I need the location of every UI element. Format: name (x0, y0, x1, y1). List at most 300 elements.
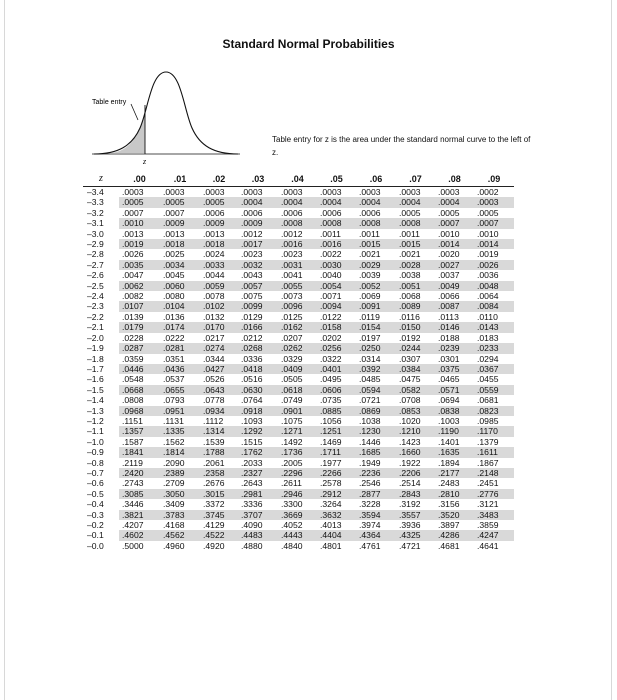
table-row (83, 249, 514, 259)
z-value-cell: –1.2 (87, 415, 104, 426)
probability-cell: .0082 (122, 291, 144, 302)
right-border-line (611, 0, 612, 700)
probability-cell: .0013 (163, 228, 185, 239)
probability-cell: .2266 (317, 468, 356, 478)
probability-cell: .0170 (200, 322, 238, 332)
z-value-cell: –0.0 (87, 540, 104, 551)
table-row (83, 208, 514, 218)
table-row (83, 281, 514, 291)
probability-cell: .0122 (320, 311, 342, 322)
probability-cell: .0038 (399, 270, 421, 281)
z-value-cell: –3.4 (87, 187, 104, 197)
probability-cell: .3085 (119, 489, 160, 499)
table-row (83, 364, 514, 374)
probability-cell: .1131 (163, 415, 184, 426)
probability-cell: .0192 (399, 332, 421, 343)
probability-cell: .0039 (359, 270, 381, 281)
probability-cell: .4483 (238, 530, 278, 540)
probability-cell: .0110 (477, 311, 498, 322)
probability-cell: .0030 (317, 260, 356, 270)
probability-cell: .1271 (278, 426, 317, 436)
probability-cell: .0207 (281, 332, 303, 343)
probability-cell: .2206 (396, 468, 435, 478)
probability-cell: .1251 (317, 426, 356, 436)
probability-cell: .0008 (396, 218, 435, 228)
probability-cell: .0004 (317, 197, 356, 207)
probability-cell: .1762 (238, 447, 278, 457)
probability-cell: .0436 (160, 364, 200, 374)
probability-cell: .0021 (399, 249, 421, 260)
probability-cell: .0179 (119, 322, 160, 332)
probability-cell: .0329 (281, 353, 303, 364)
probability-cell: .0262 (278, 343, 317, 353)
z-value-cell: –2.2 (87, 311, 104, 322)
column-header: .07 (396, 171, 435, 187)
probability-cell: .0016 (278, 239, 317, 249)
probability-cell: .0004 (396, 197, 435, 207)
probability-cell: .4641 (477, 540, 499, 551)
table-row (83, 489, 514, 499)
probability-cell: .1292 (238, 426, 278, 436)
probability-cell: .0051 (396, 281, 435, 291)
table-entry-pointer (131, 104, 138, 120)
probability-cell: .1562 (163, 436, 185, 447)
probability-cell: .0036 (477, 270, 499, 281)
probability-cell: .0003 (438, 187, 460, 197)
probability-cell: .0018 (160, 239, 200, 249)
probability-cell: .0197 (359, 332, 381, 343)
probability-cell: .0089 (396, 301, 435, 311)
probability-cell: .1230 (356, 426, 396, 436)
probability-cell: .0087 (435, 301, 474, 311)
probability-cell: .0125 (281, 311, 303, 322)
probability-cell: .0119 (359, 311, 380, 322)
probability-cell: .1151 (122, 415, 143, 426)
probability-cell: .0351 (163, 353, 185, 364)
probability-cell: .0516 (241, 374, 263, 385)
probability-cell: .0023 (281, 249, 303, 260)
probability-cell: .3520 (435, 510, 474, 520)
probability-cell: .0183 (477, 332, 499, 343)
probability-cell: .0869 (356, 406, 396, 416)
probability-cell: .0004 (238, 197, 278, 207)
probability-cell: .0012 (241, 228, 263, 239)
probability-cell: .4052 (281, 520, 303, 530)
probability-cell: .4013 (320, 520, 342, 530)
probability-cell: .0526 (203, 374, 225, 385)
probability-cell: .0212 (241, 332, 263, 343)
probability-cell: .3821 (119, 510, 160, 520)
probability-cell: .2643 (241, 478, 263, 489)
probability-cell: .0064 (477, 291, 499, 302)
z-value-cell: –3.1 (83, 218, 119, 228)
table-row (83, 301, 514, 311)
probability-cell: .4801 (320, 540, 342, 551)
probability-cell: .2061 (203, 457, 225, 468)
z-value-cell: –0.4 (87, 499, 104, 510)
probability-cell: .3336 (241, 499, 263, 510)
probability-cell: .3632 (317, 510, 356, 520)
probability-cell: .0344 (203, 353, 225, 364)
probability-cell: .0010 (477, 228, 499, 239)
probability-cell: .1401 (438, 436, 460, 447)
probability-cell: .1379 (477, 436, 499, 447)
probability-cell: .0359 (122, 353, 144, 364)
probability-cell: .0838 (435, 406, 474, 416)
probability-cell: .0015 (396, 239, 435, 249)
probability-cell: .0004 (278, 197, 317, 207)
probability-cell: .2177 (435, 468, 474, 478)
probability-cell: .0495 (320, 374, 342, 385)
table-header-row (83, 171, 514, 187)
probability-cell: .0336 (241, 353, 263, 364)
z-value-cell: –0.6 (87, 478, 104, 489)
probability-cell: .0037 (438, 270, 460, 281)
probability-cell: .2005 (281, 457, 303, 468)
probability-cell: .3783 (160, 510, 200, 520)
normal-curve (94, 72, 238, 154)
table-body (83, 187, 514, 552)
probability-cell: .1020 (399, 415, 421, 426)
z-value-cell: –2.7 (83, 260, 119, 270)
probability-cell: .0032 (238, 260, 278, 270)
probability-cell: .0571 (435, 385, 474, 395)
probability-cell: .0023 (241, 249, 263, 260)
probability-cell: .0129 (241, 311, 263, 322)
probability-cell: .0250 (356, 343, 396, 353)
probability-cell: .0367 (474, 364, 514, 374)
table-row (83, 218, 514, 228)
probability-cell: .1841 (119, 447, 160, 457)
probability-cell: .2033 (241, 457, 263, 468)
probability-cell: .2546 (359, 478, 381, 489)
z-value-cell: –3.0 (87, 228, 104, 239)
z-value-cell: –0.8 (87, 457, 104, 468)
probability-cell: .0006 (203, 207, 225, 218)
z-value-cell: –1.0 (87, 436, 104, 447)
probability-cell: .0322 (320, 353, 342, 364)
probability-cell: .2296 (278, 468, 317, 478)
z-value-cell: –0.9 (83, 447, 119, 457)
probability-cell: .3015 (200, 489, 238, 499)
probability-cell: .0009 (160, 218, 200, 228)
probability-cell: .0071 (320, 291, 342, 302)
probability-cell: .0548 (122, 374, 144, 385)
probability-cell: .0150 (396, 322, 435, 332)
probability-cell: .0029 (356, 260, 396, 270)
probability-cell: .0004 (356, 197, 396, 207)
probability-cell: .4522 (200, 530, 238, 540)
z-value-cell: –1.4 (87, 395, 104, 406)
probability-cell: .1038 (359, 415, 381, 426)
z-value-cell: –3.2 (87, 207, 104, 218)
z-value-cell: –2.8 (87, 249, 104, 260)
probability-cell: .0409 (278, 364, 317, 374)
z-value-cell: –0.5 (83, 489, 119, 499)
probability-cell: .0078 (203, 291, 225, 302)
probability-cell: .0918 (238, 406, 278, 416)
probability-cell: .2912 (317, 489, 356, 499)
column-header: .01 (160, 171, 200, 187)
probability-cell: .0003 (399, 187, 421, 197)
probability-cell: .4721 (399, 540, 421, 551)
probability-cell: .2327 (238, 468, 278, 478)
probability-cell: .0901 (278, 406, 317, 416)
probability-cell: .2776 (474, 489, 514, 499)
probability-cell: .2843 (396, 489, 435, 499)
probability-cell: .1515 (241, 436, 263, 447)
probability-cell: .0749 (281, 395, 303, 406)
probability-cell: .0055 (278, 281, 317, 291)
probability-cell: .3192 (399, 499, 421, 510)
probability-cell: .1685 (356, 447, 396, 457)
probability-cell: .0011 (399, 228, 420, 239)
normal-curve-figure (88, 60, 268, 170)
probability-cell: .0013 (203, 228, 225, 239)
probability-cell: .0014 (435, 239, 474, 249)
probability-cell: .1446 (359, 436, 381, 447)
probability-cell: .1492 (281, 436, 303, 447)
probability-table-container (83, 171, 514, 551)
probability-cell: .0062 (119, 281, 160, 291)
probability-cell: .0287 (119, 343, 160, 353)
probability-cell: .0116 (399, 311, 420, 322)
probability-cell: .0026 (122, 249, 144, 260)
probability-cell: .3409 (163, 499, 185, 510)
probability-cell: .0618 (278, 385, 317, 395)
probability-cell: .0143 (474, 322, 514, 332)
probability-cell: .3446 (122, 499, 144, 510)
probability-cell: .0107 (119, 301, 160, 311)
probability-cell: .3483 (474, 510, 514, 520)
table-row (83, 499, 514, 509)
probability-cell: .0014 (474, 239, 514, 249)
probability-cell: .0006 (281, 207, 303, 218)
probability-cell: .5000 (122, 540, 144, 551)
table-row (83, 541, 514, 551)
column-header: .00 (119, 171, 160, 187)
table-row (83, 197, 514, 207)
probability-cell: .0314 (359, 353, 381, 364)
z-value-cell: –1.5 (83, 385, 119, 395)
probability-cell: .0024 (203, 249, 225, 260)
probability-cell: .0002 (477, 187, 499, 197)
probability-cell: .2709 (163, 478, 185, 489)
probability-cell: .1469 (320, 436, 342, 447)
probability-cell: .0028 (396, 260, 435, 270)
probability-cell: .1611 (474, 447, 514, 457)
probability-cell: .0011 (320, 228, 341, 239)
probability-cell: .3974 (359, 520, 381, 530)
probability-cell: .0009 (238, 218, 278, 228)
table-row (83, 437, 514, 447)
probability-cell: .4325 (396, 530, 435, 540)
probability-cell: .0035 (119, 260, 160, 270)
column-header: .04 (278, 171, 317, 187)
probability-cell: .0139 (122, 311, 144, 322)
left-border-line (4, 0, 5, 700)
probability-cell: .1003 (438, 415, 460, 426)
probability-cell: .0013 (122, 228, 144, 239)
probability-cell: .4960 (163, 540, 185, 551)
probability-cell: .0007 (163, 207, 185, 218)
probability-cell: .2119 (122, 457, 143, 468)
probability-cell: .0446 (119, 364, 160, 374)
probability-cell: .2578 (320, 478, 342, 489)
probability-cell: .0005 (438, 207, 460, 218)
probability-cell: .0052 (356, 281, 396, 291)
probability-cell: .0007 (474, 218, 514, 228)
probability-cell: .0017 (238, 239, 278, 249)
probability-cell: .0256 (317, 343, 356, 353)
probability-cell: .3707 (238, 510, 278, 520)
z-value-cell: –0.2 (87, 520, 104, 530)
z-value-cell: –2.0 (87, 332, 104, 343)
probability-cell: .0104 (160, 301, 200, 311)
probability-cell: .2420 (119, 468, 160, 478)
probability-cell: .0158 (317, 322, 356, 332)
z-value-cell: –2.9 (83, 239, 119, 249)
probability-cell: .0005 (477, 207, 499, 218)
table-row (83, 416, 514, 426)
table-row (83, 239, 514, 249)
probability-cell: .3300 (281, 499, 303, 510)
probability-cell: .1539 (203, 436, 225, 447)
probability-cell: .1922 (399, 457, 421, 468)
probability-cell: .1335 (160, 426, 200, 436)
probability-cell: .0217 (203, 332, 225, 343)
probability-cell: .0375 (435, 364, 474, 374)
table-row (83, 354, 514, 364)
probability-cell: .0968 (119, 406, 160, 416)
table-row (83, 458, 514, 468)
probability-cell: .0281 (160, 343, 200, 353)
probability-cell: .0643 (200, 385, 238, 395)
z-value-cell: –0.7 (83, 468, 119, 478)
probability-cell: .4761 (359, 540, 381, 551)
z-value-cell: –1.3 (83, 406, 119, 416)
probability-cell: .3594 (356, 510, 396, 520)
table-row (83, 229, 514, 239)
probability-cell: .2611 (281, 478, 302, 489)
table-row (83, 374, 514, 384)
probability-cell: .0066 (438, 291, 460, 302)
probability-cell: .0537 (163, 374, 185, 385)
probability-cell: .3372 (203, 499, 225, 510)
probability-cell: .0384 (396, 364, 435, 374)
probability-cell: .0268 (238, 343, 278, 353)
probability-cell: .0694 (438, 395, 460, 406)
z-value-cell: –0.1 (83, 530, 119, 540)
probability-cell: .0020 (438, 249, 460, 260)
probability-cell: .0853 (396, 406, 435, 416)
probability-cell: .4168 (163, 520, 185, 530)
probability-cell: .0630 (238, 385, 278, 395)
probability-cell: .4207 (122, 520, 144, 530)
probability-cell: .0455 (477, 374, 499, 385)
probability-cell: .1711 (317, 447, 356, 457)
probability-cell: .0008 (317, 218, 356, 228)
table-row (83, 312, 514, 322)
probability-cell: .0708 (399, 395, 421, 406)
z-value-cell: –2.4 (87, 291, 104, 302)
probability-cell: .0594 (356, 385, 396, 395)
probability-cell: .0951 (160, 406, 200, 416)
probability-cell: .4840 (281, 540, 303, 551)
probability-cell: .0505 (281, 374, 303, 385)
probability-cell: .0274 (200, 343, 238, 353)
probability-cell: .0823 (474, 406, 514, 416)
probability-cell: .0778 (203, 395, 225, 406)
probability-cell: .0008 (278, 218, 317, 228)
probability-cell: .0003 (281, 187, 303, 197)
probability-cell: .0294 (477, 353, 499, 364)
table-caption: Table entry for z is the area under the standard normal curve to the left of z. (272, 135, 531, 157)
table-row (83, 395, 514, 405)
probability-cell: .4090 (241, 520, 263, 530)
probability-cell: .0401 (317, 364, 356, 374)
probability-cell: .2148 (474, 468, 514, 478)
probability-cell: .1587 (122, 436, 144, 447)
probability-cell: .0485 (359, 374, 381, 385)
probability-cell: .0007 (122, 207, 144, 218)
probability-cell: .0307 (399, 353, 421, 364)
probability-cell: .0008 (356, 218, 396, 228)
probability-cell: .0040 (320, 270, 342, 281)
probability-cell: .0016 (317, 239, 356, 249)
table-row (83, 343, 514, 353)
probability-cell: .0233 (474, 343, 514, 353)
probability-cell: .0136 (163, 311, 185, 322)
table-row (83, 530, 514, 540)
probability-cell: .0301 (438, 353, 460, 364)
probability-cell: .0033 (200, 260, 238, 270)
probability-cell: .0735 (320, 395, 342, 406)
z-value-cell: –2.3 (83, 301, 119, 311)
column-header: .06 (356, 171, 396, 187)
page-title: Standard Normal Probabilities (222, 37, 395, 51)
probability-table (83, 171, 514, 551)
probability-cell: .0003 (241, 187, 263, 197)
table-row (83, 426, 514, 436)
probability-cell: .0202 (320, 332, 342, 343)
probability-cell: .2676 (203, 478, 225, 489)
probability-cell: .4404 (317, 530, 356, 540)
z-label: z (143, 157, 147, 166)
probability-cell: .1894 (438, 457, 460, 468)
probability-cell: .0084 (474, 301, 514, 311)
probability-cell: .0392 (356, 364, 396, 374)
probability-cell: .3859 (477, 520, 499, 530)
z-value-cell: –1.6 (87, 374, 104, 385)
probability-cell: .0239 (435, 343, 474, 353)
probability-cell: .0096 (278, 301, 317, 311)
probability-cell: .0021 (359, 249, 381, 260)
probability-cell: .1314 (200, 426, 238, 436)
probability-cell: .0022 (320, 249, 342, 260)
probability-cell: .2090 (163, 457, 185, 468)
z-value-cell: –2.1 (83, 322, 119, 332)
probability-cell: .0003 (359, 187, 381, 197)
probability-cell: .0162 (278, 322, 317, 332)
probability-cell: .0003 (474, 197, 514, 207)
probability-cell: .0004 (435, 197, 474, 207)
column-header: .08 (435, 171, 474, 187)
probability-cell: .2981 (238, 489, 278, 499)
probability-cell: .0003 (203, 187, 225, 197)
probability-cell: .0080 (163, 291, 185, 302)
probability-cell: .0031 (278, 260, 317, 270)
